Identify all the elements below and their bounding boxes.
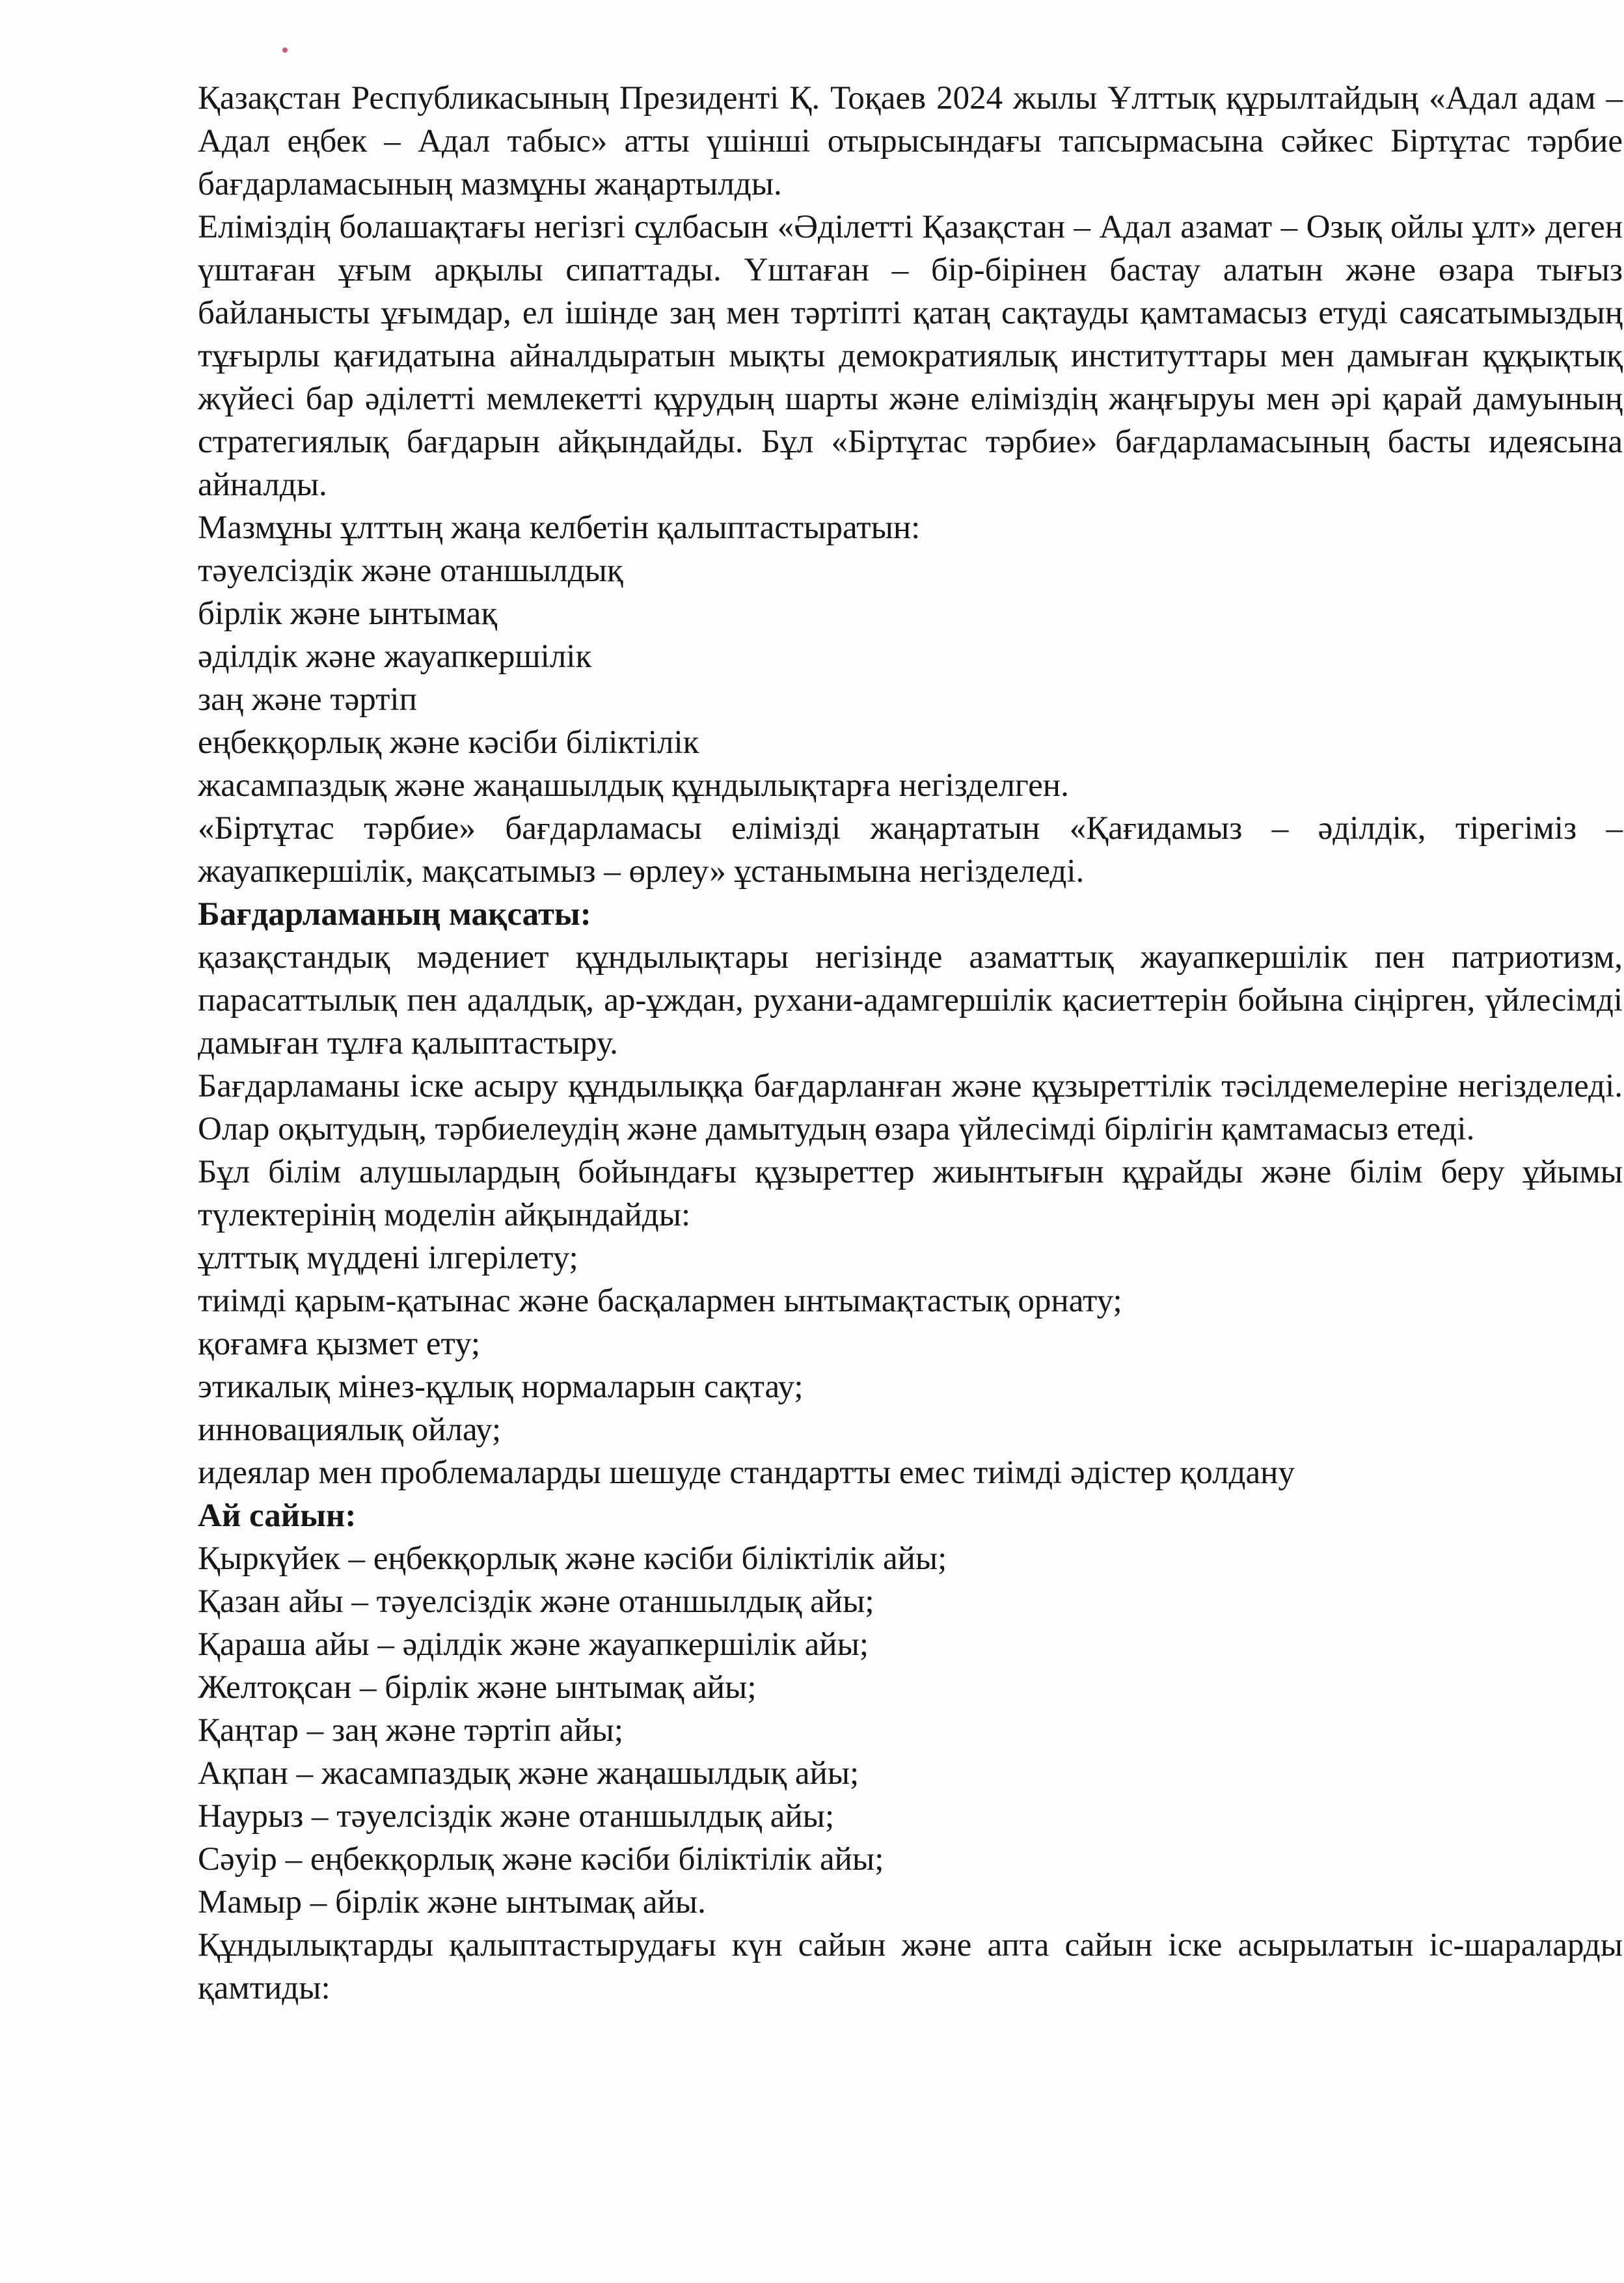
list-item: Ақпан – жасампаздық және жаңашылдық айы; xyxy=(198,1755,859,1792)
list-item: Сәуір – еңбекқорлық және кәсіби біліктілік айы; xyxy=(198,1841,884,1878)
list-item: жасампаздық және жаңашылдық құндылықтарға негізделген. xyxy=(198,767,1069,804)
implementation-paragraph: Бағдарламаны іске асыру құндылыққа бағдарланған және құзыреттілік тәсілдемелеріне негізделеді. Олар оқытудың, тәрбиелеудің және дамытудың өзара үйлесімді бірлігін қамтамасыз етеді. xyxy=(198,1068,1623,1147)
values-list xyxy=(198,549,1623,807)
list-item: Мамыр – бірлік және ынтымақ айы. xyxy=(198,1884,706,1921)
vision-paragraph: Еліміздің болашақтағы негізгі сұлбасын «Әділетті Қазақстан – Адал азамат – Озық ойлы ұлт» деген үштаған ұғым арқылы сипаттады. Үштаған – бір-бірінен бастау алатын және өзара тығыз байланысты ұғымдар, ел ішінде заң мен тәртіпті қатаң сақтауды қамтамасыз етуді саясатымыздың тұғырлы қағидатына айналдыратын мықты демократиялық институттары мен дамыған құқықтық жүйесі бар әділетті мемлекетті құрудың шарты және еліміздің жаңғыруы мен әрі қарай дамуының стратегиялық бағдарын айқындайды. Бұл «Біртұтас тәрбие» бағдарламасының басты идеясына айналды. xyxy=(198,209,1623,503)
list-item: инновациялық ойлау; xyxy=(198,1412,501,1448)
list-item: идеялар мен проблемаларды шешуде стандартты емес тиімді әдістер қолдану xyxy=(198,1455,1295,1491)
goal-paragraph: қазақстандық мәдениет құндылықтары негізінде азаматтық жауапкершілік пен патриотизм, парасаттылық пен адалдық, ар-ұждан, рухани-адамгершілік қасиеттерін бойына сіңірген, үйлесімді дамыған тұлға қалыптастыру. xyxy=(198,939,1623,1061)
closing-paragraph: Құндылықтарды қалыптастырудағы күн сайын және апта сайын іске асырылатын іс-шараларды қамтиды: xyxy=(198,1927,1623,2006)
list-item: тиімді қарым-қатынас және басқалармен ынтымақтастық орнату; xyxy=(198,1283,1122,1319)
list-item: Қаңтар – заң және тәртіп айы; xyxy=(198,1712,623,1749)
list-item: бірлік және ынтымақ xyxy=(198,595,498,632)
monthly-list xyxy=(198,1537,1623,1924)
list-item: Қазан айы – тәуелсіздік және отаншылдық айы; xyxy=(198,1583,874,1620)
list-item: еңбекқорлық және кәсіби біліктілік xyxy=(198,724,699,761)
list-item: Қыркүйек – еңбекқорлық және кәсіби біліктілік айы; xyxy=(198,1540,947,1577)
monthly-heading: Ай сайын: xyxy=(198,1497,357,1534)
content-intro: Мазмұны ұлттың жаңа келбетін қалыптастыратын: xyxy=(198,510,921,546)
list-item: Желтоқсан – бірлік және ынтымақ айы; xyxy=(198,1669,757,1706)
list-item: этикалық мінез-құлық нормаларын сақтау; xyxy=(198,1369,804,1405)
list-item: Қараша айы – әділдік және жауапкершілік айы; xyxy=(198,1626,869,1663)
document-body xyxy=(198,77,1623,2010)
list-item: Наурыз – тәуелсіздік және отаншылдық айы; xyxy=(198,1798,835,1835)
ink-mark xyxy=(282,48,288,53)
list-item: тәуелсіздік және отаншылдық xyxy=(198,553,623,589)
intro-paragraph: Қазақстан Республикасының Президенті Қ. Тоқаев 2024 жылы Ұлттық құрылтайдың «Адал адам – Адал еңбек – Адал табыс» атты үшінші отырысындағы тапсырмасына сәйкес Біртұтас тәрбие бағдарламасының мазмұны жаңартылды. xyxy=(198,80,1623,202)
list-item: ұлттық мүддені ілгерілету; xyxy=(198,1240,578,1276)
principle-paragraph: «Біртұтас тәрбие» бағдарламасы елімізді жаңартатын «Қағидамыз – әділдік, тірегіміз – жауапкершілік, мақсатымыз – өрлеу» ұстанымына негізделеді. xyxy=(198,810,1623,890)
competencies-list xyxy=(198,1237,1623,1494)
competencies-intro: Бұл білім алушылардың бойындағы құзыреттер жиынтығын құрайды және білім беру ұйымы түлектерінің моделін айқындайды: xyxy=(198,1154,1623,1233)
list-item: қоғамға қызмет ету; xyxy=(198,1326,481,1362)
goal-heading: Бағдарламаның мақсаты: xyxy=(198,896,591,933)
list-item: заң және тәртіп xyxy=(198,681,417,718)
list-item: әділдік және жауапкершілік xyxy=(198,638,592,675)
